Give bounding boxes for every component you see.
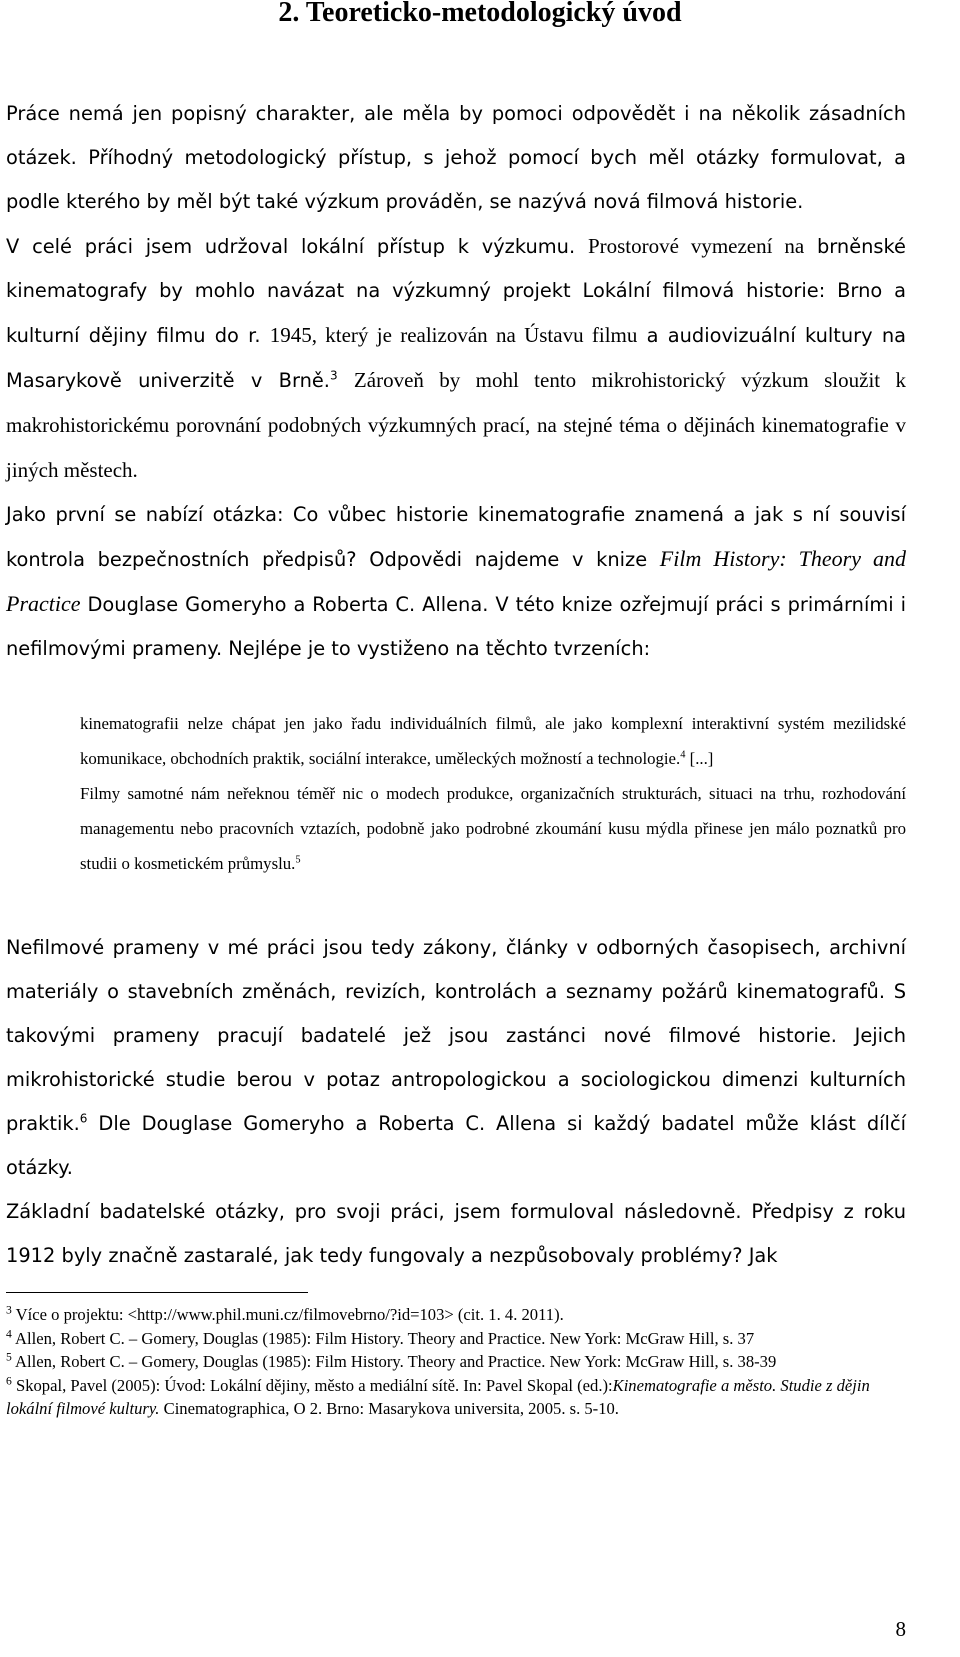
text-segment: kinematografii nelze chápat jen jako řadu individuálních filmů, ale jako komplexní interaktivní systém mezilidské komunikace, obchodních praktik, sociální interakce, uměleckých možností a technologie. bbox=[80, 714, 906, 768]
text-segment: Základní badatelské otázky, pro svoji práci, jsem formuloval následovně. bbox=[6, 1200, 742, 1223]
text-segment: Předpisy z roku 1912 byly značně zastaralé, jak tedy fungovaly a nezpůsobovaly problémy? Jak bbox=[6, 1200, 906, 1267]
footnote-ref: 6 bbox=[79, 1111, 88, 1126]
text-segment: Dle Douglase Gomeryho a Roberta C. Allena si každý badatel může klást dílčí otázky. bbox=[6, 1112, 906, 1179]
text-segment: Douglase Gomeryho a Roberta C. Allena. V této knize ozřejmují práci s primárními i nefilmovými prameny. bbox=[6, 593, 906, 660]
text-segment: [...] bbox=[689, 749, 714, 768]
page-number: 8 bbox=[895, 1617, 906, 1641]
footnote-text: Cinematographica, O 2. Brno: Masarykova universita, 2005. s. 5-10. bbox=[163, 1399, 619, 1418]
footnote-ref: 5 bbox=[295, 854, 301, 866]
text-segment: Zároveň by mohl tento mikrohistorický výzkum sloužit k makrohistorickému porovnání podobných výzkumných prací, na stejné téma o dějinách kinematografie v jiných městech. bbox=[6, 368, 906, 482]
quote-paragraph bbox=[80, 706, 906, 776]
footnote-number: 5 bbox=[6, 1350, 12, 1364]
footnote-text: Allen, Robert C. – Gomery, Douglas (1985): Film History. Theory and Practice. New York: McGraw Hill, s. 38-39 bbox=[15, 1352, 777, 1371]
text-segment: S takovými prameny pracují badatelé jež jsou zastánci nové filmové historie. Jejich mikrohistorické studie berou v potaz antropologickou a sociologickou dimenzi kulturních praktik. bbox=[6, 980, 906, 1135]
footnote bbox=[6, 1303, 906, 1327]
footnote-ref: 4 bbox=[680, 749, 686, 761]
footnote-divider bbox=[6, 1292, 308, 1293]
book-title: Film History: Theory and Practice bbox=[6, 546, 906, 616]
footnote bbox=[6, 1350, 906, 1374]
footnote-number: 3 bbox=[6, 1303, 12, 1317]
footnotes bbox=[6, 1303, 906, 1421]
paragraph-question bbox=[6, 493, 906, 671]
quote-paragraph bbox=[80, 776, 906, 881]
paragraph-local-approach bbox=[6, 224, 906, 493]
footnote-ref: 3 bbox=[329, 368, 338, 383]
text-segment: Odpovědi najdeme v knize bbox=[369, 548, 648, 571]
text-segment: brněnské kinematografy by mohlo navázat na výzkumný projekt Lokální filmová historie: Brno a kulturní dějiny filmu do r. bbox=[6, 235, 906, 347]
text-segment: Nefilmové prameny v mé práci jsou tedy zákony, články v odborných časopisech, archivní materiály o stavebních změnách, revizích, kontrolách a seznamy požárů kinematografů. bbox=[6, 936, 906, 1003]
block-quote bbox=[80, 706, 906, 881]
paragraph-sources bbox=[6, 926, 906, 1190]
footnote-text: Allen, Robert C. – Gomery, Douglas (1985): Film History. Theory and Practice. New York: McGraw Hill, s. 37 bbox=[15, 1328, 755, 1348]
footnote-text: Skopal, Pavel (2005): Úvod: Lokální dějiny, město a mediální sítě. In: Pavel Skopal (ed.): bbox=[15, 1375, 613, 1395]
section-heading: 2. Teoreticko-metodologický úvod bbox=[278, 0, 682, 28]
text-segment: V celé práci jsem udržoval lokální přístup k výzkumu. bbox=[6, 235, 576, 258]
footnote-number: 6 bbox=[6, 1373, 12, 1387]
text-segment: Prostorové vymezení na bbox=[587, 234, 805, 258]
text-segment: 1945, který je realizován na Ústavu filmu bbox=[269, 323, 638, 347]
body-text-upper bbox=[6, 92, 906, 671]
paragraph-research-questions bbox=[6, 1190, 906, 1278]
text-segment: a audiovizuální kultury na Masarykově univerzitě v Brně. bbox=[6, 324, 907, 392]
footnote-number: 4 bbox=[6, 1326, 12, 1340]
paragraph-intro: Práce nemá jen popisný charakter, ale měla by pomoci odpovědět i na několik zásadních otázek. Příhodný metodologický přístup, s jehož pomocí bych měl otázky formulovat, a podle kterého by měl být také výzkum prováděn, se nazývá nová filmová historie. bbox=[6, 102, 906, 213]
body-text-lower bbox=[6, 926, 906, 1278]
text-segment: Filmy samotné nám neřeknou téměř nic o modech produkce, organizačních strukturách, situaci na trhu, rozhodování managementu nebo pracovních vztazích, podobně jako podrobné zkoumání kusu mýdla přinese jen málo poznatků pro studii o kosmetickém průmyslu. bbox=[80, 784, 906, 873]
footnote-text: Více o projektu: <http://www.phil.muni.cz/filmovebrno/?id=103> (cit. 1. 4. 2011). bbox=[15, 1305, 564, 1324]
text-segment: Jako první se nabízí otázka: Co vůbec historie kinematografie znamená a jak s ní souvisí kontrola bezpečnostních předpisů? bbox=[6, 503, 906, 571]
footnote bbox=[6, 1327, 906, 1351]
footnote bbox=[6, 1374, 906, 1421]
text-segment: Nejlépe je to vystiženo na těchto tvrzeních: bbox=[228, 637, 651, 660]
footnote-book-title: Kinematografie a město. Studie z dějin lokální filmové kultury. bbox=[6, 1375, 870, 1418]
